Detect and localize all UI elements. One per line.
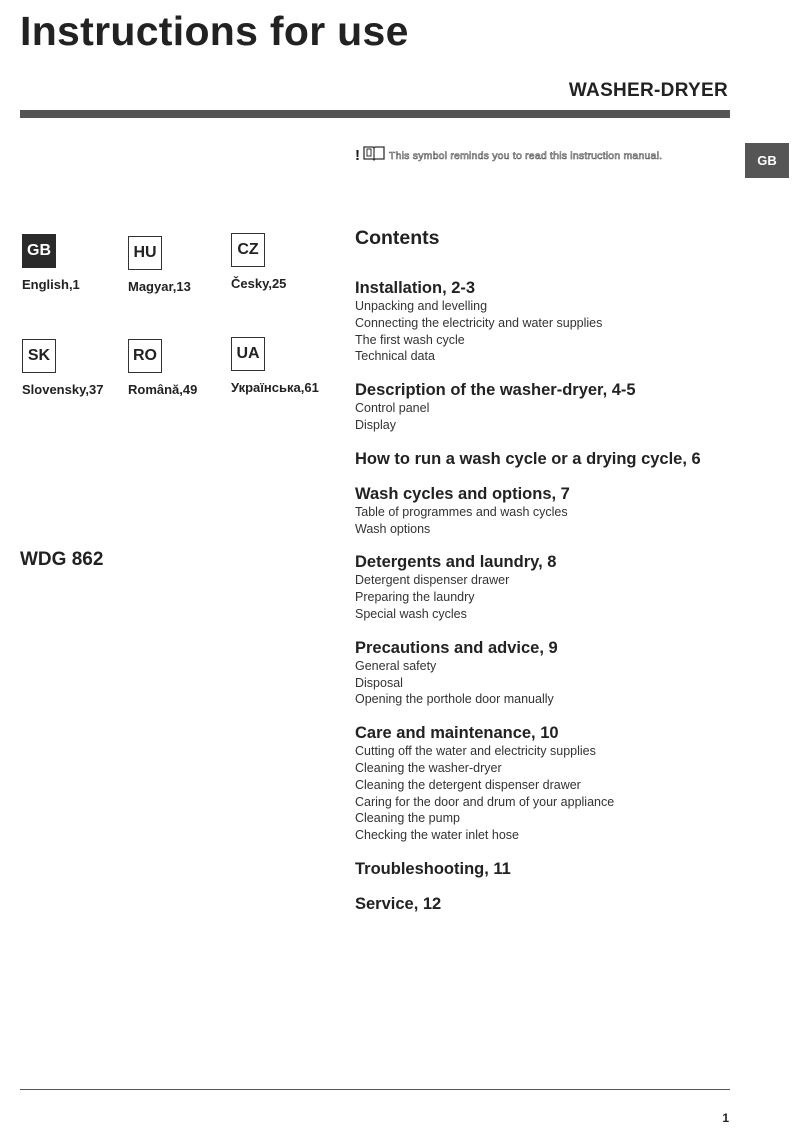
contents-heading: Contents <box>355 227 440 249</box>
toc-section <box>355 449 755 469</box>
language-code: UA <box>231 337 265 371</box>
product-type: WASHER-DRYER <box>568 80 728 101</box>
language-code: RO <box>128 339 162 373</box>
toc-item[interactable]: Unpacking and levelling <box>355 299 488 313</box>
manual-book-icon <box>363 145 385 166</box>
table-of-contents <box>355 278 755 929</box>
language-gb[interactable] <box>22 234 122 292</box>
toc-section <box>355 278 755 365</box>
toc-section <box>355 638 755 708</box>
toc-section-title[interactable]: Wash cycles and options, 7 <box>355 484 570 503</box>
toc-item[interactable]: Cleaning the washer-dryer <box>355 760 502 775</box>
toc-item[interactable]: Cleaning the detergent dispenser drawer <box>355 777 581 792</box>
language-ro[interactable] <box>128 339 228 397</box>
toc-item[interactable]: Opening the porthole door manually <box>355 692 554 707</box>
toc-item[interactable]: Control panel <box>355 401 430 416</box>
toc-item[interactable]: Special wash cycles <box>355 606 467 621</box>
toc-item[interactable]: General safety <box>355 658 437 673</box>
toc-item[interactable]: Detergent dispenser drawer <box>355 573 510 588</box>
header-rule <box>20 110 730 118</box>
toc-section-title[interactable]: Installation, 2-3 <box>355 279 476 297</box>
toc-section <box>355 723 755 844</box>
toc-item[interactable]: Technical data <box>355 349 435 364</box>
toc-section-title[interactable]: How to run a wash cycle or a drying cycle, 6 <box>355 449 701 468</box>
language-label: Slovensky,37 <box>22 382 104 397</box>
toc-section-title[interactable]: Service, 12 <box>355 894 442 913</box>
toc-section <box>355 859 755 879</box>
warning-mark: ! <box>355 147 360 164</box>
toc-item[interactable]: Disposal <box>355 675 403 690</box>
toc-section <box>355 484 755 538</box>
language-ua[interactable] <box>231 337 331 395</box>
page-number: 1 <box>722 1111 729 1125</box>
language-label: Česky,25 <box>231 276 287 291</box>
toc-item[interactable]: The first wash cycle <box>355 332 465 347</box>
language-code: CZ <box>231 233 265 267</box>
toc-item[interactable]: Cleaning the pump <box>355 811 460 826</box>
toc-item[interactable]: Table of programmes and wash cycles <box>355 504 568 519</box>
toc-section <box>355 380 755 434</box>
toc-section-title[interactable]: Care and maintenance, 10 <box>355 724 559 743</box>
toc-section-title[interactable]: Precautions and advice, 9 <box>355 638 558 657</box>
toc-section-title[interactable]: Description of the washer-dryer, 4-5 <box>355 381 636 400</box>
page-title: Instructions for use <box>20 8 409 54</box>
toc-section <box>355 894 755 914</box>
toc-item[interactable]: Wash options <box>355 521 431 536</box>
language-label: Magyar,13 <box>128 279 191 294</box>
language-label: Українська,61 <box>231 380 319 395</box>
language-label: English,1 <box>22 277 80 292</box>
language-code: HU <box>128 236 162 270</box>
notice-text: This symbol reminds you to read this instruction manual. <box>389 149 663 162</box>
model-number: WDG 862 <box>20 549 104 570</box>
manual-notice <box>355 145 662 166</box>
toc-item[interactable]: Connecting the electricity and water supplies <box>355 315 603 330</box>
language-tab: GB <box>745 143 789 178</box>
toc-item[interactable]: Caring for the door and drum of your appliance <box>355 794 615 809</box>
language-code: GB <box>22 234 56 268</box>
language-label: Română,49 <box>128 382 198 397</box>
toc-section-title[interactable]: Detergents and laundry, 8 <box>355 553 557 572</box>
toc-section <box>355 552 755 622</box>
toc-item[interactable]: Checking the water inlet hose <box>355 828 519 843</box>
toc-item[interactable]: Preparing the laundry <box>355 590 475 605</box>
language-cz[interactable] <box>231 233 331 291</box>
toc-item[interactable]: Display <box>355 417 396 432</box>
language-sk[interactable] <box>22 339 122 397</box>
toc-section-title[interactable]: Troubleshooting, 11 <box>355 859 511 878</box>
footer-rule <box>20 1089 730 1090</box>
language-hu[interactable] <box>128 236 228 294</box>
language-code: SK <box>22 339 56 373</box>
toc-item[interactable]: Cutting off the water and electricity supplies <box>355 744 596 759</box>
